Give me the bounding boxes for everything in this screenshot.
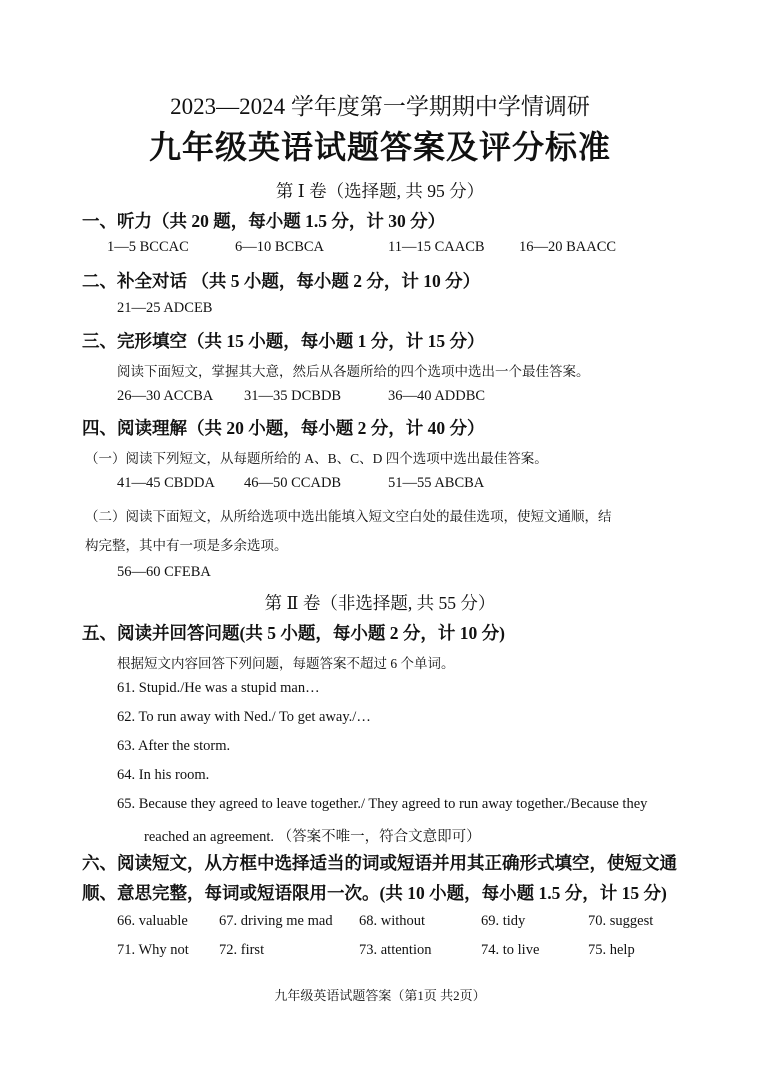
section-4-sub-1-instruction: （一）阅读下列短文，从每题所给的 A、B、C、D 四个选项中选出最佳答案。 bbox=[85, 451, 548, 466]
answer-group: 26—30 ACCBA bbox=[117, 388, 214, 404]
section-5-heading: 五、阅读并回答问题(共 5 小题，每小题 2 分，计 10 分) bbox=[82, 623, 505, 643]
answer-group: 11—15 CAACB bbox=[388, 239, 485, 255]
answer-group: 6—10 BCBCA bbox=[235, 239, 325, 255]
answer-group: 46—50 CCADB bbox=[244, 475, 342, 491]
fill-answer: 67. driving me mad bbox=[219, 913, 333, 929]
fill-answer: 75. help bbox=[588, 942, 635, 958]
fill-answer: 73. attention bbox=[359, 942, 432, 958]
answer-group: 56—60 CFEBA bbox=[117, 564, 211, 580]
section-3-heading: 三、完形填空（共 15 小题，每小题 1 分，计 15 分） bbox=[82, 331, 485, 351]
fill-answer: 74. to live bbox=[481, 942, 540, 958]
fill-answer: 70. suggest bbox=[588, 913, 654, 929]
answer-group: 21—25 ADCEB bbox=[117, 300, 213, 316]
answer-group: 51—55 ABCBA bbox=[388, 475, 485, 491]
answer-item: 64. In his room. bbox=[117, 767, 210, 783]
fill-answer: 72. first bbox=[219, 942, 265, 958]
section-2-heading: 二、补全对话 （共 5 小题，每小题 2 分，计 10 分） bbox=[82, 271, 481, 291]
answer-group: 31—35 DCBDB bbox=[244, 388, 342, 404]
answer-item: 65. Because they agreed to leave together./ They agreed to run away together./Because they bbox=[117, 796, 648, 812]
exam-subtitle: 2023—2024 学年度第一学期期中学情调研 bbox=[170, 94, 590, 119]
answer-group: 36—40 ADDBC bbox=[388, 388, 486, 404]
section-4-sub-2-instruction: （二）阅读下面短文，从所给选项中选出能填入短文空白处的最佳选项，使短文通顺，结 bbox=[85, 509, 612, 524]
part-2-heading: 第 Ⅱ 卷（非选择题, 共 55 分） bbox=[264, 593, 496, 613]
section-4-sub-2-instruction-cont: 构完整，其中有一项是多余选项。 bbox=[85, 538, 288, 553]
answer-item: 62. To run away with Ned./ To get away./… bbox=[117, 709, 371, 725]
page-footer: 九年级英语试题答案（第1页 共2页） bbox=[274, 988, 486, 1003]
section-6-heading-cont: 顺、意思完整，每词或短语限用一次。(共 10 小题，每小题 1.5 分，计 15 分) bbox=[82, 883, 667, 903]
answer-item-continued: reached an agreement. （答案不唯一，符合文意即可） bbox=[144, 829, 481, 845]
section-5-instruction: 根据短文内容回答下列问题，每题答案不超过 6 个单词。 bbox=[117, 656, 455, 671]
answer-group: 16—20 BAACC bbox=[519, 239, 617, 255]
fill-answer: 69. tidy bbox=[481, 913, 526, 929]
section-4-heading: 四、阅读理解（共 20 小题，每小题 2 分，计 40 分） bbox=[82, 418, 485, 438]
answer-item: 61. Stupid./He was a stupid man… bbox=[117, 680, 320, 696]
answer-group: 1—5 BCCAC bbox=[107, 239, 189, 255]
fill-answer: 68. without bbox=[359, 913, 426, 929]
answer-group: 41—45 CBDDA bbox=[117, 475, 215, 491]
part-1-heading: 第 Ⅰ 卷（选择题, 共 95 分） bbox=[275, 181, 485, 201]
section-6-heading: 六、阅读短文，从方框中选择适当的词或短语并用其正确形式填空，使短文通 bbox=[82, 853, 677, 873]
section-1-heading: 一、听力（共 20 题，每小题 1.5 分，计 30 分） bbox=[82, 211, 446, 231]
answer-item: 63. After the storm. bbox=[117, 738, 231, 754]
fill-answer: 66. valuable bbox=[117, 913, 188, 929]
fill-answer: 71. Why not bbox=[117, 942, 189, 958]
document-title: 九年级英语试题答案及评分标准 bbox=[148, 129, 611, 165]
section-3-instruction: 阅读下面短文，掌握其大意，然后从各题所给的四个选项中选出一个最佳答案。 bbox=[117, 364, 590, 379]
